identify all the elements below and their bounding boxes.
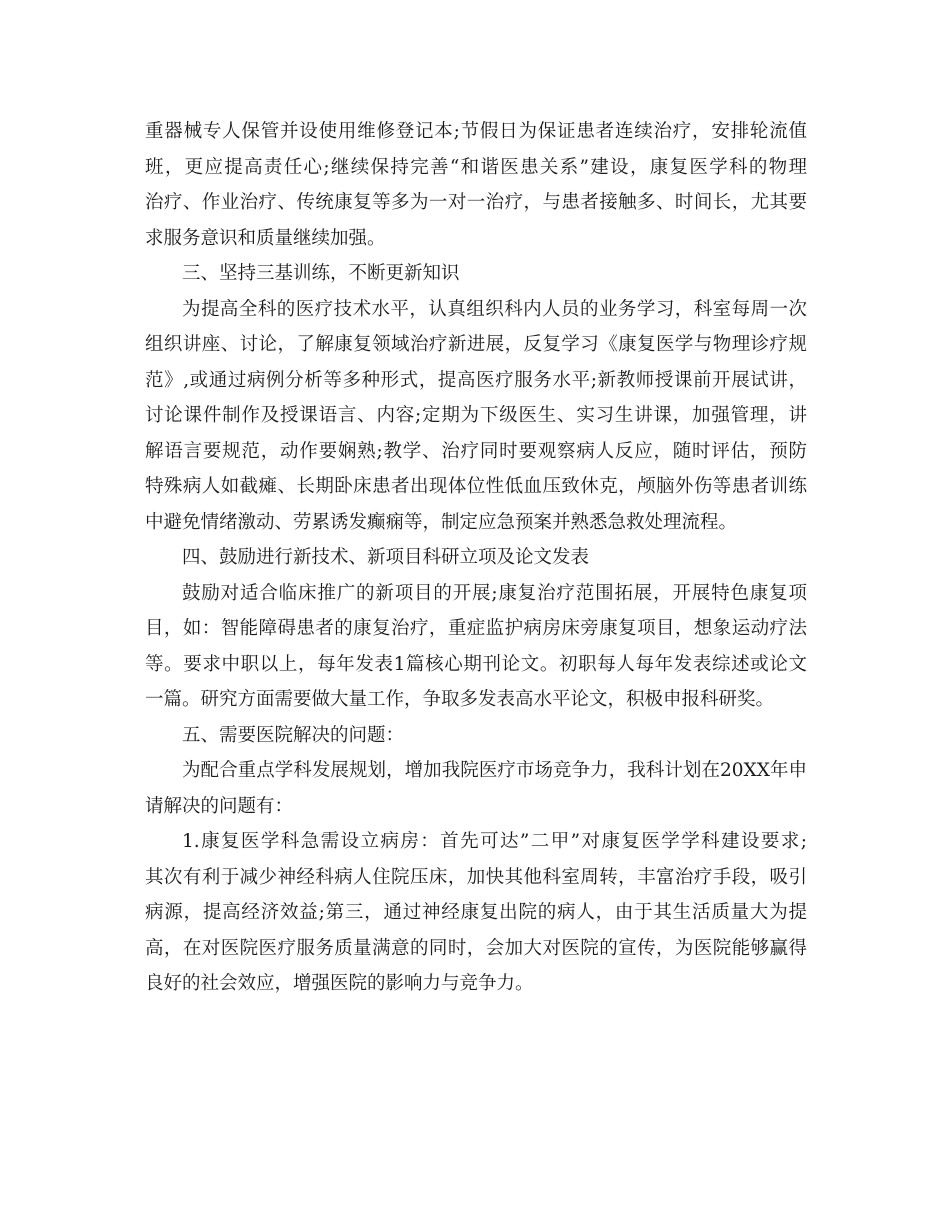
- text-line: 求服务意识和质量继续加强。: [145, 227, 386, 249]
- text-line: 五、需要医院解决的问题：: [182, 724, 405, 746]
- text-line: 高，在对医院医疗服务质量满意的同时，会加大对医院的宣传，为医院能够赢得: [145, 937, 807, 959]
- text-line: 1.康复医学科急需设立病房：首先可达”二甲”对康复医学学科建设要求;: [182, 831, 807, 852]
- text-line: 其次有利于减少神经科病人住院压床，加快其他科室周转，丰富治疗手段，吸引: [145, 866, 807, 888]
- text-line: 班，更应提高责任心;继续保持完善“和谐医患关系”建设，康复医学科的物理: [145, 156, 807, 178]
- text-line: 四、鼓励进行新技术、新项目科研立项及论文发表: [182, 547, 590, 568]
- text-line: 鼓励对适合临床推广的新项目的开展;康复治疗范围拓展，开展特色康复项: [182, 582, 807, 604]
- text-line: 一篇。研究方面需要做大量工作，争取多发表高水平论文，积极申报科研奖。: [145, 689, 775, 710]
- document-body: [145, 114, 807, 1002]
- text-line: 为提高全科的医疗技术水平，认真组织科内人员的业务学习，科室每周一次: [182, 298, 807, 320]
- text-line: 解语言要规范，动作要娴熟;教学、治疗同时要观察病人反应，随时评估，预防: [145, 440, 807, 462]
- text-line: 重器械专人保管并设使用维修登记本;节假日为保证患者连续治疗，安排轮流值: [145, 121, 807, 142]
- text-line: 目，如：智能障碍患者的康复治疗，重症监护病房床旁康复项目，想象运动疗法: [145, 618, 807, 639]
- text-line: 特殊病人如截瘫、长期卧床患者出现体位性低血压致休克，颅脑外伤等患者训练: [145, 476, 807, 497]
- text-line: 组织讲座、讨论，了解康复领域治疗新进展，反复学习《康复医学与物理诊疗规: [145, 334, 807, 355]
- text-line: 良好的社会效应，增强医院的影响力与竞争力。: [145, 973, 534, 994]
- text-line: 讨论课件制作及授课语言、内容;定期为下级医生、实习生讲课，加强管理，讲: [145, 405, 807, 426]
- text-line: 病源，提高经济效益;第三，通过神经康复出院的病人，由于其生活质量大为提: [145, 902, 807, 923]
- text-line: 中避免情绪激动、劳累诱发癫痫等，制定应急预案并熟悉急救处理流程。: [145, 511, 738, 533]
- text-line: 三、坚持三基训练，不断更新知识: [182, 263, 460, 284]
- text-line: 范》,或通过病例分析等多种形式，提高医疗服务水平;新教师授课前开展试讲，: [145, 369, 807, 391]
- text-line: 为配合重点学科发展规划，增加我院医疗市场竞争力，我科计划在20XX年申: [182, 760, 807, 781]
- text-line: 等。要求中职以上，每年发表1篇核心期刊论文。初职每人每年发表综述或论文: [145, 653, 807, 675]
- text-line: 治疗、作业治疗、传统康复等多为一对一治疗，与患者接触多、时间长，尤其要: [145, 192, 807, 213]
- text-line: 请解决的问题有：: [145, 795, 294, 817]
